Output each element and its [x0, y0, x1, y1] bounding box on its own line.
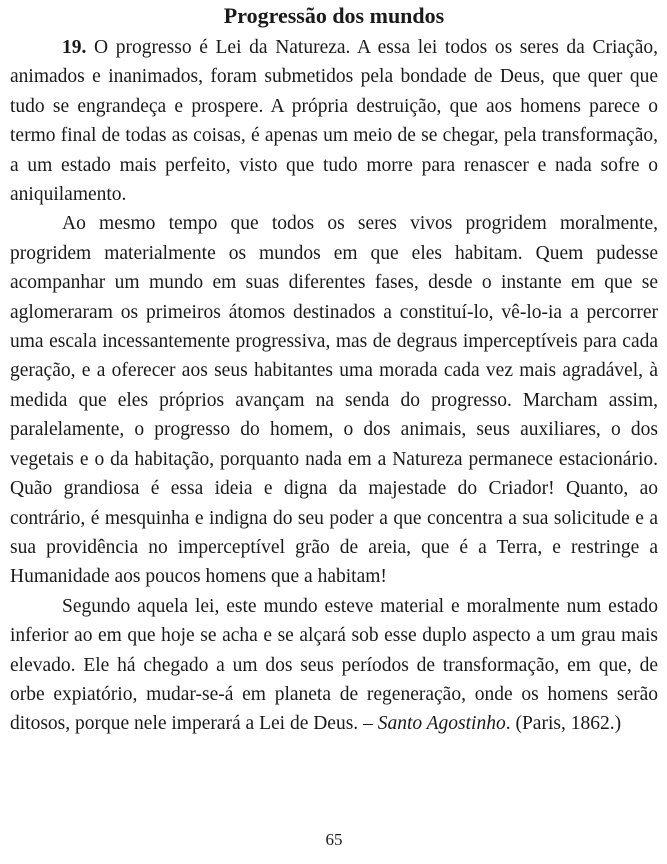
page-number: 65 — [325, 830, 343, 849]
body-text — [10, 33, 658, 739]
section-title: Progressão dos mundos — [223, 3, 445, 28]
paragraph-1-text: O progresso é Lei da Natureza. A essa lei todos os seres da Criação, animados e inanimados, foram submetidos pela bondade de Deus, que quer que tudo se engrandeça e prospere. A própria destruição, que aos homens parece o termo final de todas as coisas, é apenas um meio de se chegar, pela transformação, a um estado mais perfeito, visto que tudo morre para renascer e nada sofre o aniquilamento. — [10, 37, 658, 206]
paragraph-1 — [10, 33, 658, 209]
paragraph-2 — [10, 209, 658, 591]
author-name: Santo Agostinho — [377, 713, 506, 735]
paragraph-2-text: Ao mesmo tempo que todos os seres vivos progridem moralmente, progridem materialmente os mundos em que eles habitam. Quem pudesse acompanhar um mundo em suas diferentes fases, desde o instante em que se aglomeraram os primeiros átomos destinados a constituí-lo, vê-lo-ia a percorrer uma escala incessantemente progressiva, mas de degraus imperceptíveis para cada geração, e a oferecer aos seus habitantes uma morada cada vez mais agradável, à medida que eles próprios avançam na senda do progresso. Marcham assim, paralelamente, o progresso do homem, o dos animais, seus auxiliares, o dos vegetais e o da habitação, porquanto nada em a Natureza permanece estacionário. Quão grandiosa é essa ideia e digna da majestade do Criador! Quanto, ao contrário, é mesquinha e indigna do seu poder a que concentra a sua solicitude e a sua providência no imperceptível grão de areia, que é a Terra, e restringe a Humanidade aos poucos homens que a habitam! — [10, 213, 658, 588]
paragraph-3 — [10, 592, 658, 739]
paragraph-3-text: Segundo aquela lei, este mundo esteve material e moralmente num estado inferior ao em que hoje se acha e se alçará sob esse duplo aspecto a um grau mais elevado. Ele há chegado a um dos seus períodos de transformação, em que, de orbe expiatório, mudar-se-á em planeta de regeneração, onde os homens serão ditosos, porque nele imperará a Lei de Deus. – — [10, 595, 658, 735]
item-number: 19. — [62, 37, 87, 58]
source-citation: . (Paris, 1862.) — [505, 713, 622, 735]
book-page — [10, 0, 658, 864]
